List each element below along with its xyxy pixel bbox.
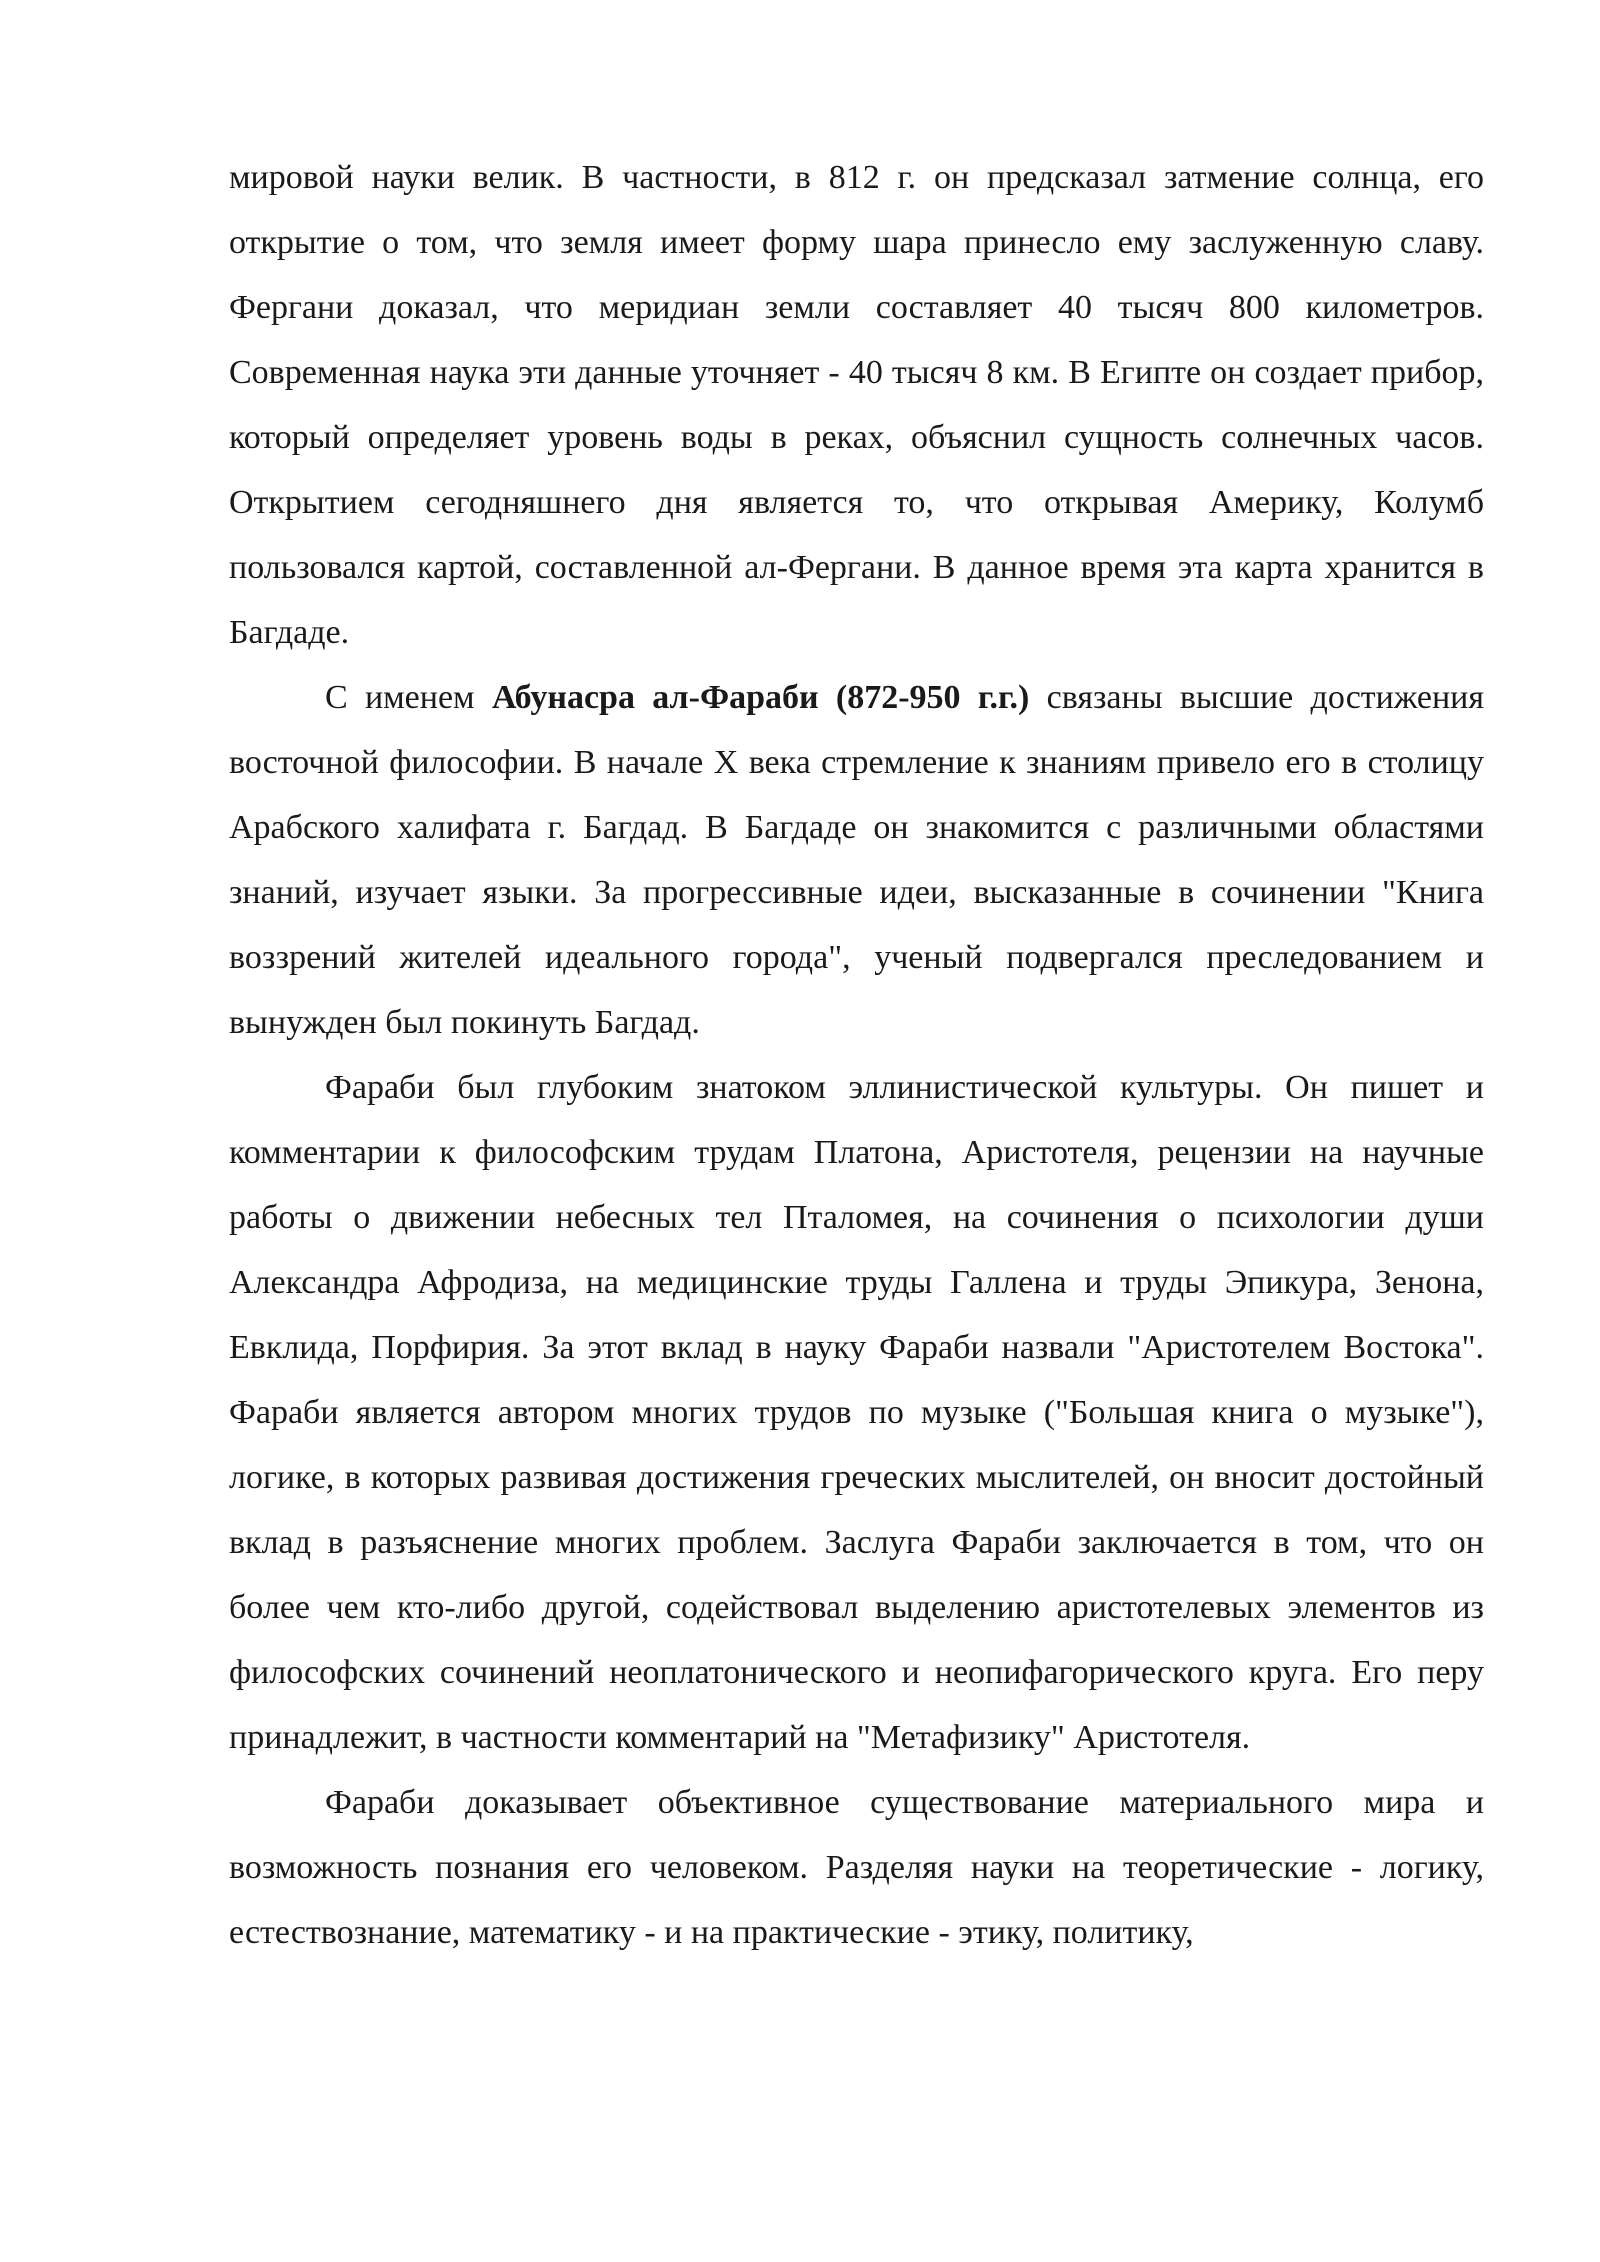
paragraph-farabi-intro (229, 665, 1484, 1055)
farabi-name-bold: Абунасра ал-Фараби (872-950 г.г.) (491, 679, 1030, 716)
paragraph-farabi-hellenism: Фараби был глубоким знатоком эллинистической культуры. Он пишет и комментарии к философским трудам Платона, Аристотеля, рецензии на научные работы о движении небесных тел Пталомея, на сочинения о психологии души Александра Афродиза, на медицинские труды Галлена и труды Эпикура, Зенона, Евклида, Порфирия. За этот вклад в науку Фараби назвали "Аристотелем Востока". Фараби является автором многих трудов по музыке ("Большая книга о музыке"), логике, в которых развивая достижения греческих мыслителей, он вносит достойный вклад в разъяснение многих проблем. Заслуга Фараби заключается в том, что он более чем кто-либо другой, содействовал выделению аристотелевых элементов из философских сочинений неоплатонического и неопифагорического круга. Его перу принадлежит, в частности комментарий на "Метафизику" Аристотеля. (229, 1069, 1484, 1756)
paragraph-ferghani: мировой науки велик. В частности, в 812 г. он предсказал затмение солнца, его открытие о том, что земля имеет форму шара принесло ему заслуженную славу. Фергани доказал, что меридиан земли составляет 40 тысяч 800 километров. Современная наука эти данные уточняет - 40 тысяч 8 км. В Египте он создает прибор, который определяет уровень воды в реках, объяснил сущность солнечных часов. Открытием сегодняшнего дня является то, что открывая Америку, Колумб пользовался картой, составленной ал-Фергани. В данное время эта карта хранится в Багдаде. (229, 159, 1484, 651)
document-body (229, 145, 1484, 1965)
paragraph-farabi-intro-lead: С именем (325, 679, 492, 716)
paragraph-farabi-sciences: Фараби доказывает объективное существование материального мира и возможность познания его человеком. Разделяя науки на теоретические - логику, естествознание, математику - и на практические - этику, политику, (229, 1784, 1484, 1951)
paragraph-farabi-intro-rest: связаны высшие достижения восточной философии. В начале X века стремление к знаниям привело его в столицу Арабского халифата г. Багдад. В Багдаде он знакомится с различными областями знаний, изучает языки. За прогрессивные идеи, высказанные в сочинении "Книга воззрений жителей идеального города", ученый подвергался преследованием и вынужден был покинуть Багдад. (229, 679, 1485, 1041)
